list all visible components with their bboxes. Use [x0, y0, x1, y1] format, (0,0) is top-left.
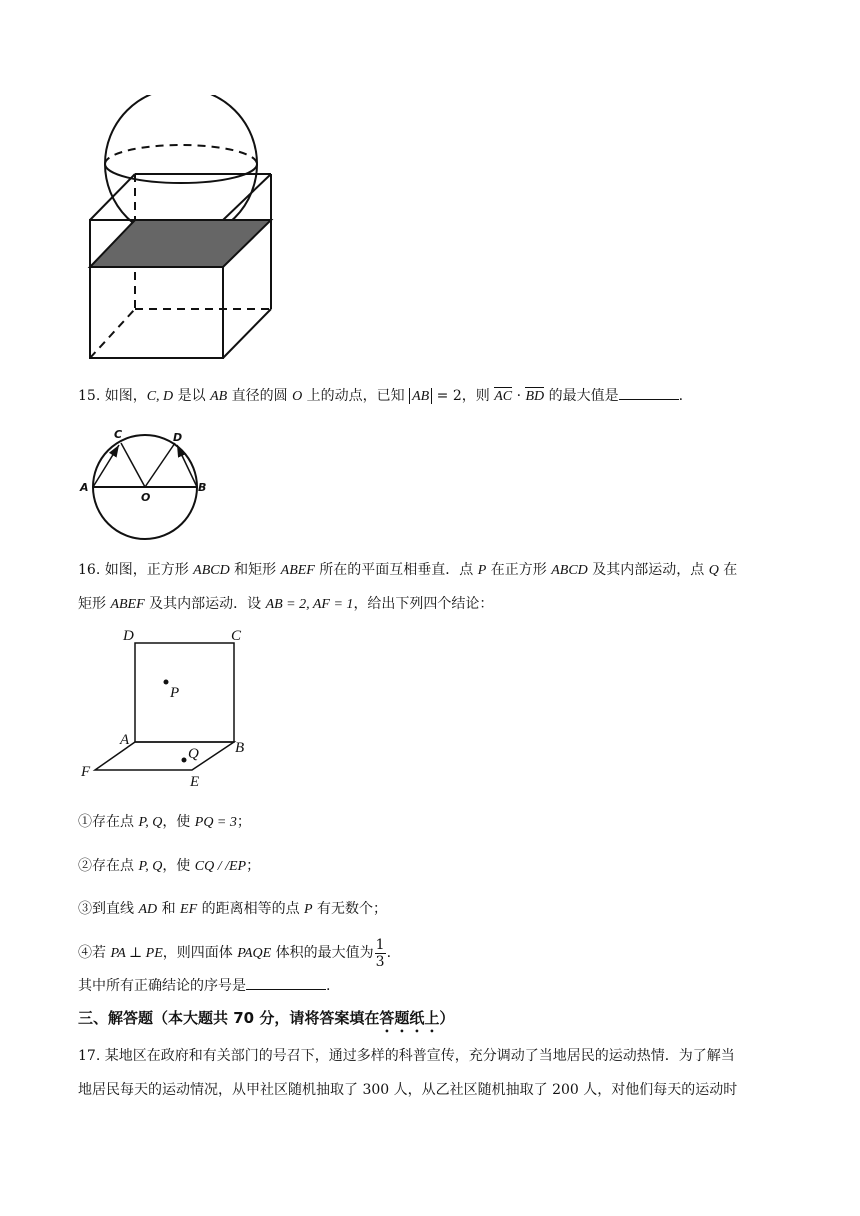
square-rectangle-figure [78, 625, 258, 790]
label-c: C [114, 428, 123, 441]
sphere [105, 95, 257, 240]
sphere-cube-figure [80, 95, 280, 363]
point-p [164, 680, 169, 685]
answer-blank [619, 387, 679, 400]
conclusion-2: ②存在点 P, Q，使 CQ / /EP； [78, 858, 261, 874]
q15-text: 15. 如图，C, D 是以 AB 直径的圆 O 上的动点，已知 AB = 2，则 AC · BD 的最大值是 . [78, 386, 683, 407]
label-p: P [170, 685, 180, 701]
label-c: C [231, 628, 242, 644]
q16-line1: 16. 如图，正方形 ABCD 和矩形 ABEF 所在的平面互相垂直．点 P 在正方形 ABCD 及其内部运动，点 Q 在 [78, 562, 738, 578]
label-a: A [80, 481, 89, 494]
point-q [182, 758, 187, 763]
sphere-equator-back [105, 145, 257, 164]
q17-line2: 地居民每天的运动情况，从甲社区随机抽取了 300 人，从乙社区随机抽取了 200 人，对他们每天的运动时 [78, 1082, 738, 1098]
vector-bd: BD [525, 387, 544, 407]
label-b: B [235, 740, 245, 756]
arrow-bd [177, 445, 197, 487]
section-heading: 三、解答题（本大题共 70 分，请将答案填在答题纸上） [78, 1009, 455, 1027]
label-e: E [190, 774, 200, 790]
q16-line2: 矩形 ABEF 及其内部运动．设 AB = 2, AF = 1，给出下列四个结论： [78, 596, 494, 612]
shaded-section [90, 220, 271, 267]
conclusion-4: ④若 PA ⊥ PE，则四面体 PAQE 体积的最大值为 $\frac{1}{3}$ . [78, 936, 392, 970]
label-b: B [198, 481, 207, 494]
circle-figure [78, 425, 218, 545]
segment-oc [121, 443, 145, 487]
rectangle-abef [95, 742, 234, 770]
label-a: A [120, 732, 130, 748]
q16-final: 其中所有正确结论的序号是 . [78, 978, 331, 994]
label-d: D [173, 431, 183, 444]
label-o: O [141, 491, 151, 504]
answer-blank [246, 977, 326, 990]
vector-ac: AC [494, 387, 512, 407]
fraction-one-third: $\frac{1}{3}$ [375, 936, 385, 970]
q17-line1: 17. 某地区在政府和有关部门的号召下，通过多样的科普宣传，充分调动了当地居民的运动热情．为了解当 [78, 1048, 735, 1064]
label-f: F [81, 764, 91, 780]
square-abcd [135, 643, 234, 742]
label-q: Q [188, 746, 199, 762]
label-d: D [123, 628, 134, 644]
conclusion-3: ③到直线 AD 和 EF 的距离相等的点 P 有无数个； [78, 901, 388, 917]
conclusion-1: ①存在点 P, Q，使 PQ = 3； [78, 814, 251, 830]
segment-od [145, 443, 175, 487]
